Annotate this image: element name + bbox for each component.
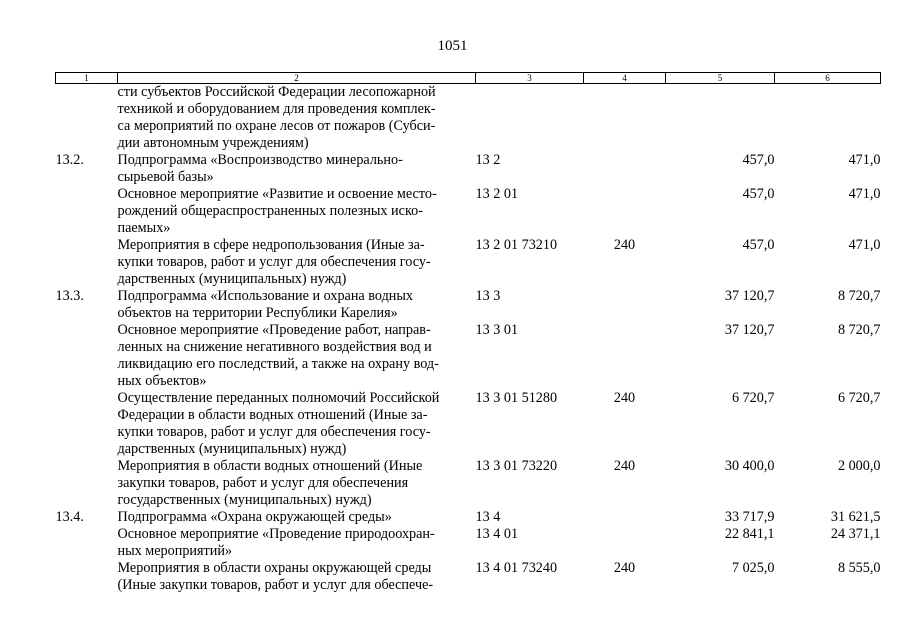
table-row [56,560,881,594]
row-name [118,186,476,237]
row-number: 13.4. [55,509,84,525]
row-amount-2: 24 371,1 [830,526,881,542]
row-name-line: (Иные закупки товаров, работ и услуг для обеспече- [117,577,434,593]
row-expense-type: 240 [613,458,636,474]
row-amount-2: 8 555,0 [837,560,881,576]
table-row [56,237,881,288]
table-row [56,186,881,237]
row-name-line: Федерации в области водных отношений (Иные за- [117,407,428,423]
row-amount-1: 7 025,0 [731,560,775,576]
column-header-5: 5 [666,73,775,84]
row-expense-type [584,526,666,560]
row-amount-1: 457,0 [742,237,775,253]
row-name-line: Мероприятия в области водных отношений (Иные [117,458,423,474]
row-name [118,509,476,526]
row-code: 13 4 [475,509,501,525]
row-name [118,390,476,458]
row-name-line: Подпрограмма «Охрана окружающей среды» [117,509,392,525]
row-name-line: ных мероприятий» [117,543,233,559]
row-expense-type [584,322,666,390]
row-number [56,186,118,237]
row-name-line: рождений общераспространенных полезных иско- [117,203,423,219]
row-number [56,526,118,560]
row-code [476,84,584,153]
column-header-1: 1 [56,73,118,84]
row-name-line: техникой и оборудованием для проведения комплек- [117,101,436,117]
table-row [56,152,881,186]
row-amount-2 [775,84,881,153]
table-row [56,458,881,509]
table-row [56,322,881,390]
row-amount-2: 471,0 [848,186,881,202]
row-name-line: Основное мероприятие «Проведение природоохран- [117,526,435,542]
row-name [118,458,476,509]
column-header-2: 2 [118,73,476,84]
row-amount-1: 30 400,0 [724,458,775,474]
row-expense-type [584,186,666,237]
row-name-line: дарственных (муниципальных) нужд) [117,271,347,287]
row-code: 13 3 01 [475,322,519,338]
row-name-line: ных объектов» [117,373,207,389]
row-name [118,526,476,560]
row-name-line: сырьевой базы» [117,169,214,185]
row-amount-2: 31 621,5 [830,509,881,525]
row-code: 13 3 01 73220 [475,458,558,474]
row-amount-1: 37 120,7 [724,322,775,338]
row-name-line: Осуществление переданных полномочий Российской [117,390,440,406]
row-name-line: Основное мероприятие «Проведение работ, направ- [117,322,431,338]
column-header-6: 6 [775,73,881,84]
row-number [56,322,118,390]
row-number [56,390,118,458]
row-name-line: дарственных (муниципальных) нужд) [117,441,347,457]
row-expense-type [584,84,666,153]
row-code: 13 4 01 73240 [475,560,558,576]
row-name [118,84,476,153]
row-name [118,288,476,322]
budget-table [55,72,881,594]
row-name-line: дии автономным учреждениям) [117,135,309,151]
row-name-line: объектов на территории Республики Карелия» [117,305,398,321]
row-code: 13 3 01 51280 [475,390,558,406]
row-code: 13 2 [475,152,501,168]
row-name-line: Мероприятия в области охраны окружающей среды [117,560,432,576]
row-number [56,237,118,288]
row-amount-1: 6 720,7 [731,390,775,406]
row-name-line: ликвидацию его последствий, а также на охрану вод- [117,356,439,372]
row-code: 13 2 01 73210 [475,237,558,253]
row-amount-2: 6 720,7 [837,390,881,406]
row-amount-2: 471,0 [848,237,881,253]
table-row [56,288,881,322]
row-name-line: купки товаров, работ и услуг для обеспечения госу- [117,254,431,270]
row-name-line: государственных (муниципальных) нужд) [117,492,372,508]
row-name-line: Подпрограмма «Воспроизводство минерально- [117,152,403,168]
row-amount-1 [666,84,775,153]
page-number: 1051 [437,38,468,54]
row-name-line: ленных на снижение негативного воздействия вод и [117,339,432,355]
table-body [56,84,881,595]
row-name-line: Основное мероприятие «Развитие и освоение место- [117,186,437,202]
row-name-line: сти субъектов Российской Федерации лесопожарной [117,84,436,100]
table-header-row [56,73,881,84]
row-expense-type: 240 [613,237,636,253]
row-number [56,458,118,509]
row-code: 13 4 01 [475,526,519,542]
row-amount-1: 33 717,9 [724,509,775,525]
row-name [118,322,476,390]
row-code: 13 3 [475,288,501,304]
row-expense-type: 240 [613,560,636,576]
row-name [118,152,476,186]
row-number [56,560,118,594]
row-amount-1: 22 841,1 [724,526,775,542]
row-number [56,84,118,153]
row-name-line: Мероприятия в сфере недропользования (Иные за- [117,237,425,253]
row-number: 13.3. [55,288,84,304]
row-amount-2: 8 720,7 [837,322,881,338]
table-row [56,509,881,526]
column-header-4: 4 [584,73,666,84]
row-name-line: са мероприятий по охране лесов от пожаров (Субси- [117,118,436,134]
row-amount-1: 457,0 [742,186,775,202]
row-expense-type [584,288,666,322]
row-name-line: паемых» [117,220,171,236]
row-name-line: купки товаров, работ и услуг для обеспечения госу- [117,424,431,440]
table-row [56,390,881,458]
row-name-line: закупки товаров, работ и услуг для обеспечения [117,475,409,491]
row-name-line: Подпрограмма «Использование и охрана водных [117,288,414,304]
row-code: 13 2 01 [475,186,519,202]
row-amount-2: 471,0 [848,152,881,168]
row-expense-type [584,152,666,186]
table-row [56,526,881,560]
row-number: 13.2. [55,152,84,168]
row-expense-type: 240 [613,390,636,406]
column-header-3: 3 [476,73,584,84]
row-name [118,560,476,594]
row-amount-1: 37 120,7 [724,288,775,304]
row-expense-type [584,509,666,526]
row-amount-2: 2 000,0 [837,458,881,474]
row-amount-1: 457,0 [742,152,775,168]
row-amount-2: 8 720,7 [837,288,881,304]
table-row [56,84,881,153]
row-name [118,237,476,288]
